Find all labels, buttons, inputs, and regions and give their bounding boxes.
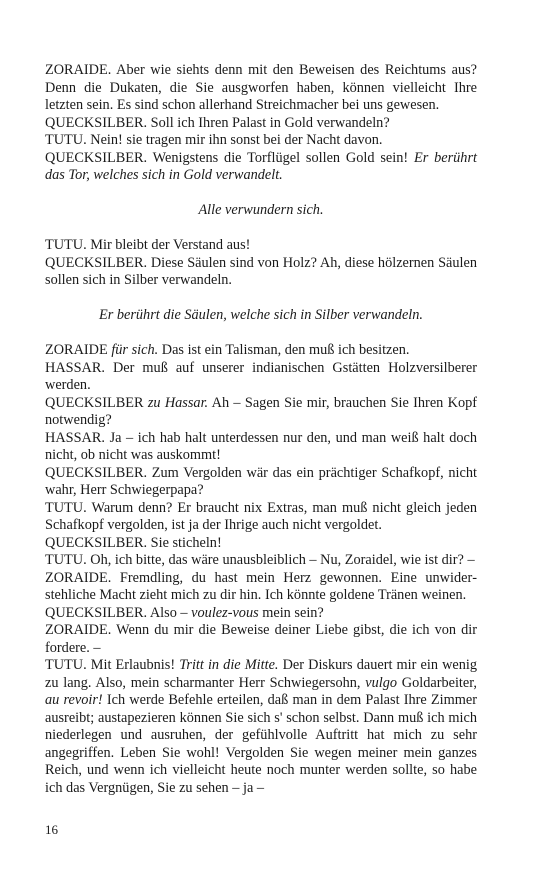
- italic-text: Er berührt das Tor, welches sich in Gold verwandelt.: [45, 149, 477, 183]
- dialogue-paragraph: [45, 552, 477, 570]
- dialogue-paragraph: [45, 115, 477, 133]
- text: Der Diskurs dauert mir ein wenig zu lang. Also, mein scharmanter Herr Schwiegersohn,: [45, 657, 478, 691]
- text: QUECKSILBER. Also –: [45, 604, 192, 621]
- text: QUECKSILBER. Sie sticheln!: [45, 534, 222, 551]
- text: TUTU. Oh, ich bitte, das wäre unausbleiblich – Nu, Zoraidel, wie ist dir? –: [45, 552, 475, 568]
- stage-direction: [45, 307, 477, 325]
- text: TUTU. Nein! sie tragen mir ihn sonst bei der Nacht davon.: [45, 132, 383, 148]
- text: QUECKSILBER: [45, 394, 148, 411]
- text: Ich werde Befehle erteilen, daß man in dem Palast Ihre Zimmer ausreibt; austapezieren können Sie sich s' schon selbst. Dann muß ich mich niederlegen und ausruhen, der gefühlvolle Auftritt hat mich zu sehr angegriffen. Leben Sie wohl! Vergolden Sie wegen meiner mein ganzes Reich, und wenn ich vielleicht heute noch munter werden sollte, so habe ich das Vergnügen, Sie zu sehen – ja –: [45, 692, 477, 796]
- text: ZORAIDE: [45, 342, 112, 358]
- stage-direction: [45, 202, 477, 220]
- text: HASSAR. Ja – ich hab halt unterdessen nur den, und man weiß halt doch nicht, ob nicht was auskommt!: [45, 429, 477, 463]
- dialogue-paragraph: [45, 150, 477, 185]
- text: HASSAR. Der muß auf unserer indianischen Gstätten Holzversilberer werden.: [45, 359, 477, 393]
- text: mein sein?: [258, 604, 324, 621]
- dialogue-paragraph: [45, 465, 477, 500]
- text: TUTU. Mit Erlaubnis!: [45, 657, 180, 673]
- text: ZORAIDE. Fremdling, du hast mein Herz gewonnen. Eine unwiderstehliche Macht zieht mich zu dir hin. Ich könnte goldene Tränen weinen.: [45, 569, 477, 603]
- text: QUECKSILBER. Soll ich Ihren Palast in Gold verwandeln?: [45, 114, 390, 131]
- italic-text: voulez-vous: [191, 604, 259, 621]
- dialogue-paragraph: [45, 360, 477, 395]
- text: ZORAIDE. Aber wie siehts denn mit den Beweisen des Reichtums aus? Denn die Dukaten, die Sie ausgworfen haben, können vielleicht Ihre letzten sein. Es sind schon allerhand Streichmacher bei uns gewesen.: [45, 62, 477, 113]
- text: Ah – Sagen Sie mir, brauchen Sie Ihren Kopf notwendig?: [45, 394, 477, 428]
- dialogue-paragraph: [45, 255, 477, 290]
- dialogue-paragraph: [45, 622, 477, 657]
- dialogue-paragraph: [45, 342, 477, 360]
- italic-text: au revoir!: [45, 692, 103, 708]
- italic-text: Er berührt die Säulen, welche sich in Silber verwandeln.: [98, 307, 423, 323]
- italic-text: für sich.: [111, 342, 159, 358]
- dialogue-paragraph: [45, 132, 477, 150]
- page-number: 16: [45, 822, 58, 837]
- text: QUECKSILBER. Zum Vergolden wär das ein prächtiger Schafkopf, nicht wahr, Herr Schwiegerpapa?: [45, 464, 477, 498]
- dialogue-paragraph: [45, 237, 477, 255]
- dialogue-paragraph: [45, 500, 477, 535]
- text: QUECKSILBER. Wenigstens die Torflügel sollen Gold sein!: [45, 149, 414, 166]
- dialogue-paragraph: [45, 605, 477, 623]
- dialogue-paragraph: [45, 570, 477, 605]
- dialogue-paragraph: [45, 395, 477, 430]
- dialogue-paragraph: [45, 535, 477, 553]
- text-block: [45, 62, 477, 797]
- dialogue-paragraph: [45, 62, 477, 115]
- italic-text: Alle verwundern sich.: [198, 202, 324, 218]
- italic-text: zu Hassar.: [147, 394, 209, 411]
- dialogue-paragraph: [45, 657, 477, 797]
- text: Goldarbeiter,: [397, 674, 478, 691]
- text: ZORAIDE. Wenn du mir die Beweise deiner Liebe gibst, die ich von dir fordere. –: [45, 622, 477, 656]
- text: TUTU. Warum denn? Er braucht nix Extras, man muß nicht gleich jeden Schafkopf vergolden, ist ja der Ihrige auch nicht vergoldet.: [45, 499, 477, 533]
- text: TUTU. Mir bleibt der Verstand aus!: [45, 237, 251, 253]
- italic-text: Tritt in die Mitte.: [179, 657, 279, 673]
- italic-text: vulgo: [365, 674, 398, 691]
- text: Das ist ein Talisman, den muß ich besitzen.: [158, 342, 410, 358]
- dialogue-paragraph: [45, 430, 477, 465]
- text: QUECKSILBER. Diese Säulen sind von Holz? Ah, diese hölzernen Säulen sollen sich in Silber verwandeln.: [45, 254, 477, 288]
